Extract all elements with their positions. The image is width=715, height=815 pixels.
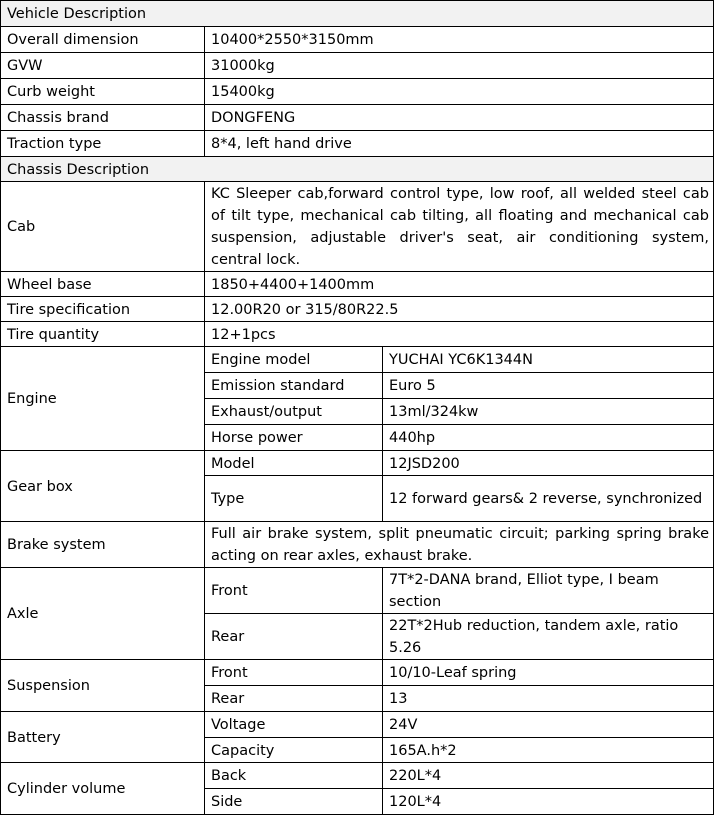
- table-row: [1, 660, 714, 686]
- table-row: [1, 272, 714, 297]
- row-label: Traction type: [1, 131, 205, 157]
- row-value: 12+1pcs: [205, 322, 714, 347]
- row-key: Back: [205, 763, 383, 789]
- row-key: Type: [205, 476, 383, 522]
- row-key: Front: [205, 568, 383, 614]
- row-value: 10400*2550*3150mm: [205, 27, 714, 53]
- table-row: [1, 763, 714, 789]
- row-key: Side: [205, 789, 383, 815]
- row-label: Tire quantity: [1, 322, 205, 347]
- table-row: [1, 712, 714, 738]
- group-label-axle: Axle: [1, 568, 205, 660]
- table-row: [1, 27, 714, 53]
- row-value: 10/10-Leaf spring: [383, 660, 714, 686]
- vehicle-section-title: Vehicle Description: [1, 1, 714, 27]
- group-label-engine: Engine: [1, 347, 205, 451]
- row-key: Capacity: [205, 738, 383, 763]
- row-value: 24V: [383, 712, 714, 738]
- row-value: 31000kg: [205, 53, 714, 79]
- table-row: [1, 182, 714, 272]
- chassis-section-title: Chassis Description: [1, 157, 714, 182]
- table-row: [1, 53, 714, 79]
- row-value: 440hp: [383, 425, 714, 451]
- row-key: Rear: [205, 686, 383, 712]
- row-value: 120L*4: [383, 789, 714, 815]
- row-key: Horse power: [205, 425, 383, 451]
- row-label: Curb weight: [1, 79, 205, 105]
- row-key: Model: [205, 451, 383, 476]
- row-value: 165A.h*2: [383, 738, 714, 763]
- row-value: 13ml/324kw: [383, 399, 714, 425]
- row-key: Front: [205, 660, 383, 686]
- row-value: 13: [383, 686, 714, 712]
- table-row: [1, 322, 714, 347]
- row-label: Brake system: [1, 522, 205, 568]
- row-value: 15400kg: [205, 79, 714, 105]
- table-row: [1, 568, 714, 614]
- row-key: Exhaust/output: [205, 399, 383, 425]
- row-key: Voltage: [205, 712, 383, 738]
- table-row: [1, 105, 714, 131]
- row-value: 8*4, left hand drive: [205, 131, 714, 157]
- row-value: 220L*4: [383, 763, 714, 789]
- row-value: 22T*2Hub reduction, tandem axle, ratio 5.26: [383, 614, 714, 660]
- section-header-row: [1, 1, 714, 27]
- table-row: [1, 347, 714, 373]
- row-value: DONGFENG: [205, 105, 714, 131]
- row-label: Cab: [1, 182, 205, 272]
- row-label: Wheel base: [1, 272, 205, 297]
- table-row: [1, 451, 714, 476]
- group-label-battery: Battery: [1, 712, 205, 763]
- row-label: GVW: [1, 53, 205, 79]
- row-value: KC Sleeper cab,forward control type, low roof, all welded steel cab of tilt type, mechanical cab tilting, all floating and mechanical cab suspension, adjustable driver's seat, air conditioning system, central lock.: [205, 182, 714, 272]
- row-value: 12 forward gears& 2 reverse, synchronized: [383, 476, 714, 522]
- row-value: 1850+4400+1400mm: [205, 272, 714, 297]
- row-value: 7T*2-DANA brand, Elliot type, I beam section: [383, 568, 714, 614]
- table-row: [1, 79, 714, 105]
- group-label-cylinder: Cylinder volume: [1, 763, 205, 815]
- section-header-row: [1, 157, 714, 182]
- group-label-suspension: Suspension: [1, 660, 205, 712]
- row-value: 12.00R20 or 315/80R22.5: [205, 297, 714, 322]
- row-key: Rear: [205, 614, 383, 660]
- row-value: 12JSD200: [383, 451, 714, 476]
- row-key: Engine model: [205, 347, 383, 373]
- table-row: [1, 522, 714, 568]
- table-row: [1, 297, 714, 322]
- table-row: [1, 131, 714, 157]
- row-key: Emission standard: [205, 373, 383, 399]
- row-label: Overall dimension: [1, 27, 205, 53]
- row-value: Full air brake system, split pneumatic circuit; parking spring brake acting on rear axles, exhaust brake.: [205, 522, 714, 568]
- group-label-gearbox: Gear box: [1, 451, 205, 522]
- row-label: Chassis brand: [1, 105, 205, 131]
- row-value: YUCHAI YC6K1344N: [383, 347, 714, 373]
- row-value: Euro 5: [383, 373, 714, 399]
- row-label: Tire specification: [1, 297, 205, 322]
